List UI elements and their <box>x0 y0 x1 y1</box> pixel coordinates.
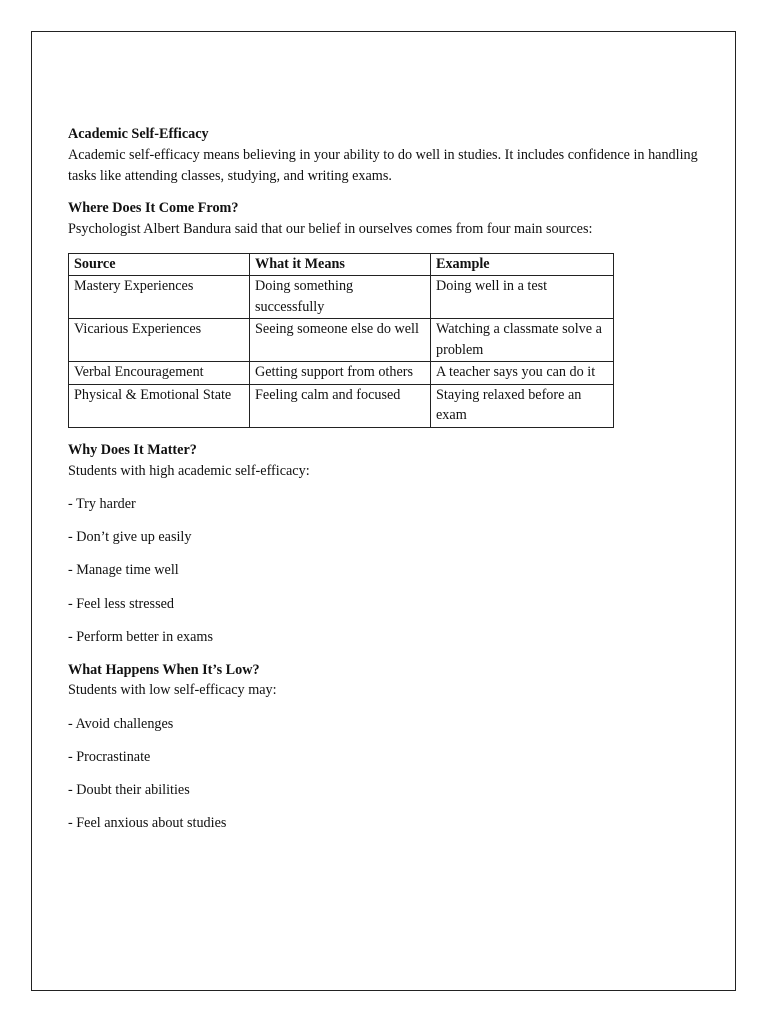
table-cell: Feeling calm and focused <box>250 384 431 427</box>
table-cell: A teacher says you can do it <box>431 362 614 385</box>
intro-paragraph: Academic self-efficacy means believing in your ability to do well in studies. It includes confidence in handling tasks like attending classes, studying, and writing exams. <box>68 146 698 184</box>
table-header-cell: Source <box>69 253 250 276</box>
list-item: - Feel anxious about studies <box>68 815 227 832</box>
list-item: - Perform better in exams <box>68 628 213 645</box>
table-row <box>69 384 614 427</box>
document-content <box>68 124 708 834</box>
list-gap <box>68 734 708 746</box>
origin-heading: Where Does It Come From? <box>68 200 239 217</box>
list-gap <box>68 614 708 626</box>
low-paragraph: Students with low self-efficacy may: <box>68 682 277 699</box>
table-row <box>69 276 614 319</box>
table-cell: Seeing someone else do well <box>250 319 431 362</box>
table-cell: Vicarious Experiences <box>69 319 250 362</box>
table-cell: Doing well in a test <box>431 276 614 319</box>
table-cell: Doing something successfully <box>250 276 431 319</box>
matter-paragraph: Students with high academic self-efficacy: <box>68 462 310 479</box>
table-header-row <box>69 253 614 276</box>
list-item: - Manage time well <box>68 562 179 579</box>
table-row <box>69 362 614 385</box>
list-gap <box>68 581 708 593</box>
table-cell: Verbal Encouragement <box>69 362 250 385</box>
list-gap <box>68 801 708 813</box>
list-item: - Avoid challenges <box>68 715 174 732</box>
list-item: - Procrastinate <box>68 748 151 765</box>
list-item: - Try harder <box>68 495 136 512</box>
table-row <box>69 319 614 362</box>
origin-paragraph: Psychologist Albert Bandura said that our belief in ourselves comes from four main sources: <box>68 221 593 238</box>
list-item: - Doubt their abilities <box>68 781 190 798</box>
matter-heading: Why Does It Matter? <box>68 441 197 458</box>
section-gap <box>68 648 708 660</box>
list-gap <box>68 767 708 779</box>
sources-table <box>68 253 614 428</box>
list-item: - Feel less stressed <box>68 595 174 612</box>
table-cell: Watching a classmate solve a problem <box>431 319 614 362</box>
table-cell: Mastery Experiences <box>69 276 250 319</box>
document-page <box>31 31 736 991</box>
table-cell: Physical & Emotional State <box>69 384 250 427</box>
table-cell: Getting support from others <box>250 362 431 385</box>
list-item: - Don’t give up easily <box>68 529 192 546</box>
intro-heading: Academic Self-Efficacy <box>68 126 209 142</box>
low-heading: What Happens When It’s Low? <box>68 661 260 678</box>
section-gap <box>68 186 708 198</box>
list-gap <box>68 701 708 713</box>
table-header-cell: What it Means <box>250 253 431 276</box>
list-gap <box>68 548 708 560</box>
table-cell: Staying relaxed before an exam <box>431 384 614 427</box>
list-gap <box>68 482 708 494</box>
list-gap <box>68 515 708 527</box>
table-header-cell: Example <box>431 253 614 276</box>
